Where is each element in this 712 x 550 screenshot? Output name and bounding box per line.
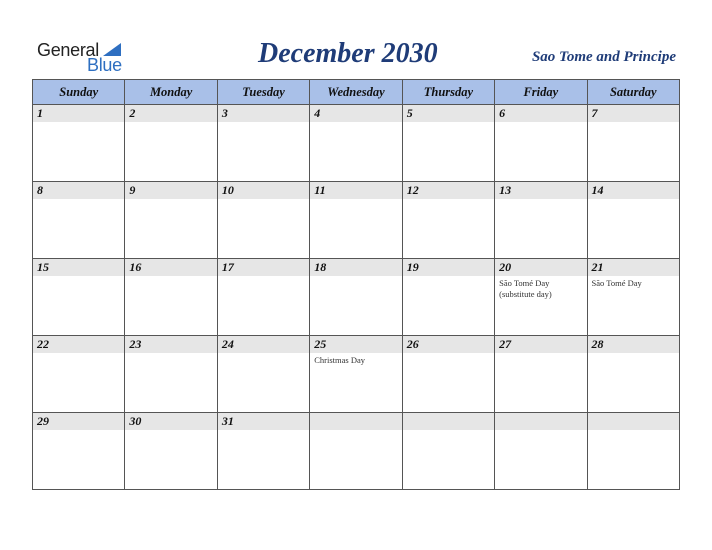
day-cell <box>33 413 125 490</box>
day-number: 31 <box>218 413 309 430</box>
day-number: 16 <box>125 259 216 276</box>
weekday-header: Monday <box>125 80 217 105</box>
day-number <box>588 413 679 430</box>
week-row <box>33 105 680 182</box>
day-cell <box>217 259 309 336</box>
weekday-header-row <box>33 80 680 105</box>
day-cell <box>125 105 217 182</box>
day-cell <box>33 182 125 259</box>
weekday-header: Sunday <box>33 80 125 105</box>
day-cell <box>217 413 309 490</box>
day-cell <box>125 413 217 490</box>
day-number: 19 <box>403 259 494 276</box>
day-number: 12 <box>403 182 494 199</box>
day-cell <box>587 413 679 490</box>
weekday-header: Saturday <box>587 80 679 105</box>
holiday-label: São Tomé Day (substitute day) <box>499 278 552 299</box>
day-cell <box>310 413 402 490</box>
day-cell <box>310 182 402 259</box>
logo-text-blue: Blue <box>87 55 122 75</box>
day-cell <box>33 259 125 336</box>
day-cell <box>33 336 125 413</box>
day-cell <box>587 259 679 336</box>
generalblue-logo <box>37 40 127 74</box>
day-cell <box>217 182 309 259</box>
day-number: 2 <box>125 105 216 122</box>
holiday-label: São Tomé Day <box>591 278 642 288</box>
day-cell <box>33 105 125 182</box>
day-number: 10 <box>218 182 309 199</box>
day-number: 27 <box>495 336 586 353</box>
day-cell <box>217 105 309 182</box>
day-cell <box>310 105 402 182</box>
day-cell <box>495 105 587 182</box>
day-cell <box>402 336 494 413</box>
day-number: 13 <box>495 182 586 199</box>
day-cell <box>125 182 217 259</box>
day-number: 21 <box>588 259 679 276</box>
holiday-label: Christmas Day <box>314 355 366 365</box>
day-number: 26 <box>403 336 494 353</box>
day-number: 14 <box>588 182 679 199</box>
day-number: 15 <box>33 259 124 276</box>
calendar-grid <box>32 79 680 490</box>
day-cell <box>587 336 679 413</box>
day-number: 23 <box>125 336 216 353</box>
day-cell <box>125 336 217 413</box>
day-number: 24 <box>218 336 309 353</box>
day-number: 17 <box>218 259 309 276</box>
day-number: 4 <box>310 105 401 122</box>
day-number: 30 <box>125 413 216 430</box>
week-row <box>33 336 680 413</box>
day-number: 25 <box>310 336 401 353</box>
day-number: 18 <box>310 259 401 276</box>
day-number: 7 <box>588 105 679 122</box>
day-number: 5 <box>403 105 494 122</box>
day-cell <box>587 105 679 182</box>
day-number <box>310 413 401 430</box>
day-cell <box>587 182 679 259</box>
day-cell <box>310 336 402 413</box>
weekday-header: Thursday <box>402 80 494 105</box>
day-cell <box>495 259 587 336</box>
day-cell <box>495 336 587 413</box>
day-number: 29 <box>33 413 124 430</box>
day-number: 11 <box>310 182 401 199</box>
day-cell <box>402 105 494 182</box>
day-cell <box>125 259 217 336</box>
country-name: Sao Tome and Principe <box>531 49 676 65</box>
weekday-header: Friday <box>495 80 587 105</box>
day-number: 9 <box>125 182 216 199</box>
day-number <box>403 413 494 430</box>
calendar-title: December 2030 <box>258 38 438 69</box>
day-number: 20 <box>495 259 586 276</box>
week-row <box>33 182 680 259</box>
day-number: 28 <box>588 336 679 353</box>
logo-text-general: General <box>37 40 99 60</box>
day-cell <box>495 182 587 259</box>
day-number <box>495 413 586 430</box>
day-number: 3 <box>218 105 309 122</box>
day-cell <box>402 413 494 490</box>
weekday-header: Wednesday <box>310 80 402 105</box>
day-number: 1 <box>33 105 124 122</box>
day-cell <box>310 259 402 336</box>
day-cell <box>495 413 587 490</box>
day-cell <box>402 182 494 259</box>
week-row <box>33 413 680 490</box>
week-row <box>33 259 680 336</box>
day-cell <box>217 336 309 413</box>
day-cell <box>402 259 494 336</box>
weekday-header: Tuesday <box>217 80 309 105</box>
day-number: 6 <box>495 105 586 122</box>
day-number: 8 <box>33 182 124 199</box>
day-number: 22 <box>33 336 124 353</box>
